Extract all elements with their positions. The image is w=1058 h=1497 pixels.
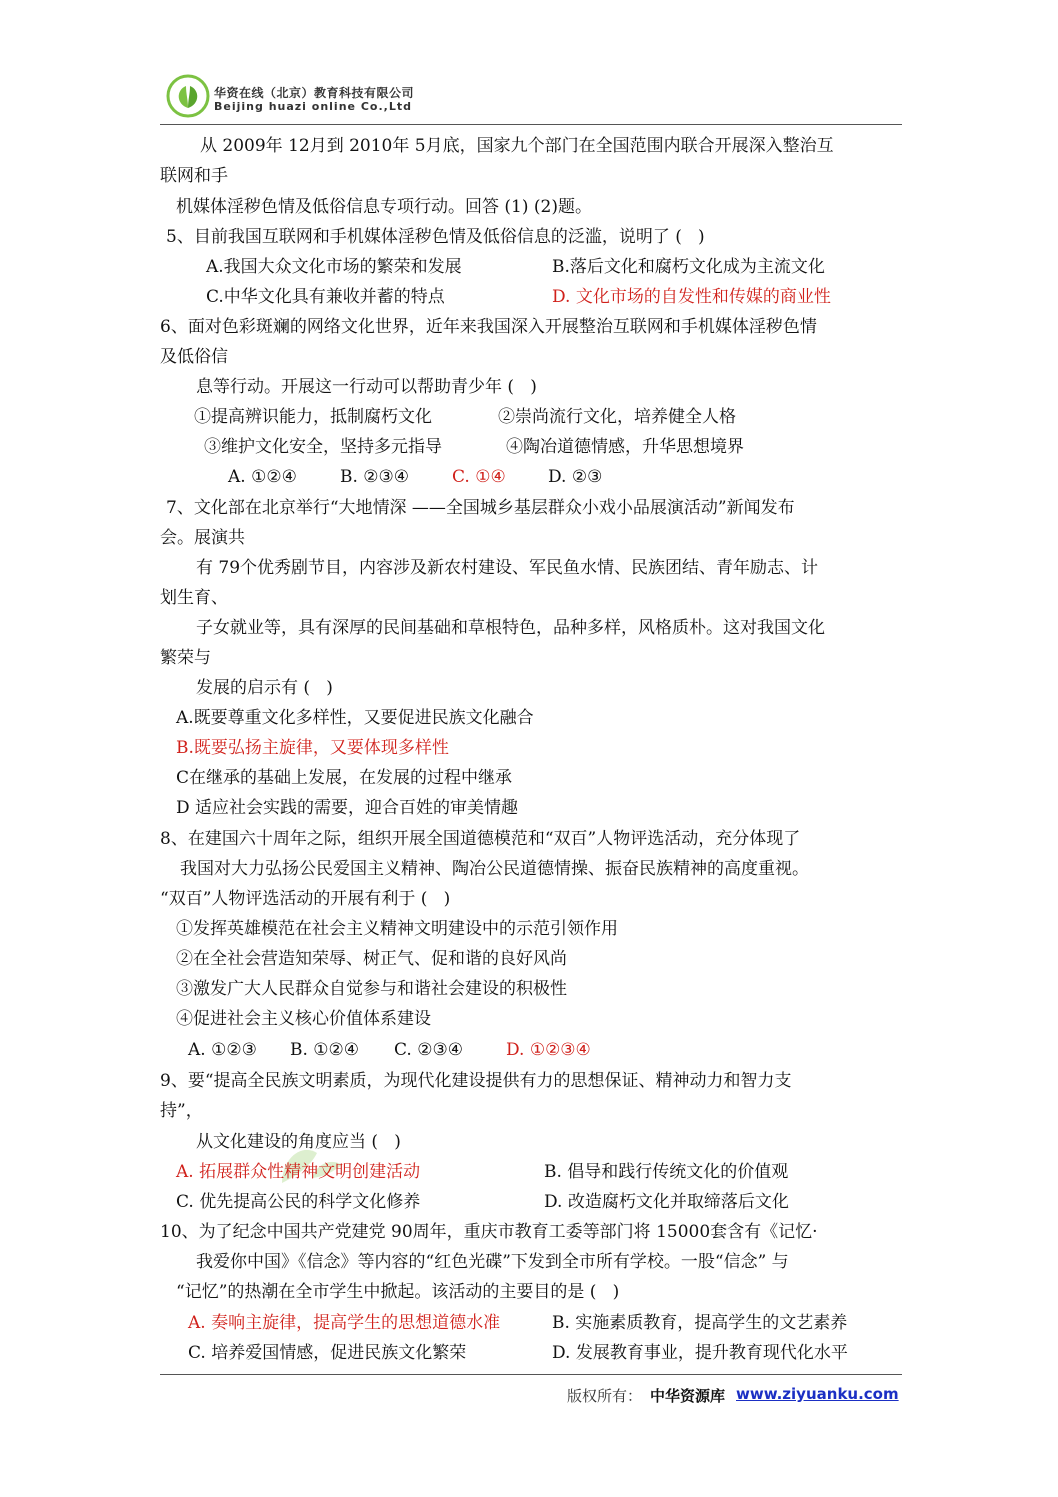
q6-item-1: ①提高辨识能力，抵制腐朽文化	[194, 407, 432, 427]
q7-stem-4: 划生育、	[160, 588, 228, 608]
q8-option-b: B. ①②④	[290, 1040, 360, 1060]
company-name-cn: 华资在线（北京）教育科技有限公司	[214, 86, 415, 100]
company-logo-icon	[166, 74, 210, 118]
intro-line-2: 联网和手	[160, 166, 228, 186]
q8-stem-1: 8、在建国六十周年之际，组织开展全国道德模范和“双百”人物评选活动，充分体现了	[160, 829, 801, 849]
q8-option-d: D. ①②③④	[506, 1040, 591, 1060]
footer-copyright: 版权所有：	[567, 1387, 643, 1405]
q6-stem-3: 息等行动。开展这一行动可以帮助青少年 ( )	[196, 377, 537, 397]
q7-option-c: C在继承的基础上发展，在发展的过程中继承	[176, 768, 513, 788]
q7-stem-6: 繁荣与	[160, 648, 211, 668]
q9-stem-1: 9、要“提高全民族文明素质，为现代化建设提供有力的思想保证、精神动力和智力支	[160, 1071, 792, 1091]
q5-option-d: D. 文化市场的自发性和传媒的商业性	[552, 287, 831, 307]
q7-stem-3: 有 79个优秀剧节目，内容涉及新农村建设、军民鱼水情、民族团结、青年励志、计	[196, 558, 819, 578]
q9-stem-3: 从文化建设的角度应当 ( )	[196, 1132, 401, 1152]
q6-item-3: ③维护文化安全，坚持多元指导	[204, 437, 442, 457]
q6-option-c: C. ①④	[452, 467, 506, 487]
q8-option-a: A. ①②③	[188, 1040, 257, 1060]
q10-stem-1: 10、为了纪念中国共产党建党 90周年，重庆市教育工委等部门将 15000套含有《记忆·	[160, 1222, 818, 1242]
q9-option-d: D. 改造腐朽文化并取缔落后文化	[544, 1192, 789, 1212]
q7-stem-2: 会。展演共	[160, 528, 245, 548]
q7-stem-1: 7、文化部在北京举行“大地情深 ——全国城乡基层群众小戏小品展演活动”新闻发布	[166, 498, 795, 518]
q8-item-2: ②在全社会营造知荣辱、树正气、促和谐的良好风尚	[176, 949, 567, 969]
q7-option-a: A.既要尊重文化多样性，又要促进民族文化融合	[176, 708, 534, 728]
q7-option-b: B.既要弘扬主旋律，又要体现多样性	[176, 738, 449, 758]
q6-stem-1: 6、面对色彩斑斓的网络文化世界，近年来我国深入开展整治互联网和手机媒体淫秽色情	[160, 317, 817, 337]
q8-item-1: ①发挥英雄模范在社会主义精神文明建设中的示范引领作用	[176, 919, 618, 939]
q7-option-d: D 适应社会实践的需要，迎合百姓的审美情趣	[176, 798, 519, 818]
q10-stem-2: 我爱你中国》《信念》等内容的“红色光碟”下发到全市所有学校。一股“信念” 与	[196, 1252, 789, 1272]
q9-stem-2: 持”，	[160, 1101, 203, 1121]
q10-stem-3: “记忆”的热潮在全市学生中掀起。该活动的主要目的是 ( )	[176, 1282, 620, 1302]
q5-option-b: B.落后文化和腐朽文化成为主流文化	[552, 257, 825, 277]
q10-option-a: A. 奏响主旋律，提高学生的思想道德水准	[188, 1313, 501, 1333]
q6-item-4: ④陶冶道德情感，升华思想境界	[506, 437, 744, 457]
q10-option-d: D. 发展教育事业，提升教育现代化水平	[552, 1343, 848, 1363]
intro-line-3: 机媒体淫秽色情及低俗信息专项行动。回答 (1) (2)题。	[176, 197, 592, 217]
q8-item-4: ④促进社会主义核心价值体系建设	[176, 1009, 431, 1029]
intro-line-1: 从 2009年 12月到 2010年 5月底，国家九个部门在全国范围内联合开展深入整治互	[200, 136, 834, 156]
q8-option-c: C. ②③④	[394, 1040, 463, 1060]
q6-stem-2: 及低俗信	[160, 347, 228, 367]
q6-option-d: D. ②③	[548, 467, 603, 487]
q5-option-a: A.我国大众文化市场的繁荣和发展	[206, 257, 462, 277]
q7-stem-7: 发展的启示有 ( )	[196, 678, 333, 698]
header-rule	[160, 124, 902, 125]
q8-item-3: ③激发广大人民群众自觉参与和谐社会建设的积极性	[176, 979, 567, 999]
q6-option-b: B. ②③④	[340, 467, 410, 487]
q9-option-c: C. 优先提高公民的科学文化修养	[176, 1192, 421, 1212]
q6-option-a: A. ①②④	[228, 467, 297, 487]
q7-stem-5: 子女就业等，具有深厚的民间基础和草根特色，品种多样，风格质朴。这对我国文化	[196, 618, 825, 638]
q5-stem: 5、目前我国互联网和手机媒体淫秽色情及低俗信息的泛滥，说明了 ( )	[166, 227, 705, 247]
q9-option-a: A. 拓展群众性精神文明创建活动	[176, 1162, 421, 1182]
q10-option-b: B. 实施素质教育，提高学生的文艺素养	[552, 1313, 848, 1333]
footer-rule	[160, 1374, 902, 1375]
footer-url-link[interactable]: www.ziyuanku.com	[736, 1385, 899, 1403]
q5-option-c: C.中华文化具有兼收并蓄的特点	[206, 287, 445, 307]
footer-brand: 中华资源库	[650, 1387, 726, 1405]
page-header	[160, 70, 902, 124]
q8-stem-2: 我国对大力弘扬公民爱国主义精神、陶冶公民道德情操、振奋民族精神的高度重视。	[180, 859, 809, 879]
company-name-en: Beijing huazi online Co.,Ltd	[214, 100, 412, 113]
q8-stem-3: “双百”人物评选活动的开展有利于 ( )	[160, 889, 451, 909]
q9-option-b: B. 倡导和践行传统文化的价值观	[544, 1162, 789, 1182]
q6-item-2: ②崇尚流行文化，培养健全人格	[498, 407, 736, 427]
q10-option-c: C. 培养爱国情感，促进民族文化繁荣	[188, 1343, 467, 1363]
